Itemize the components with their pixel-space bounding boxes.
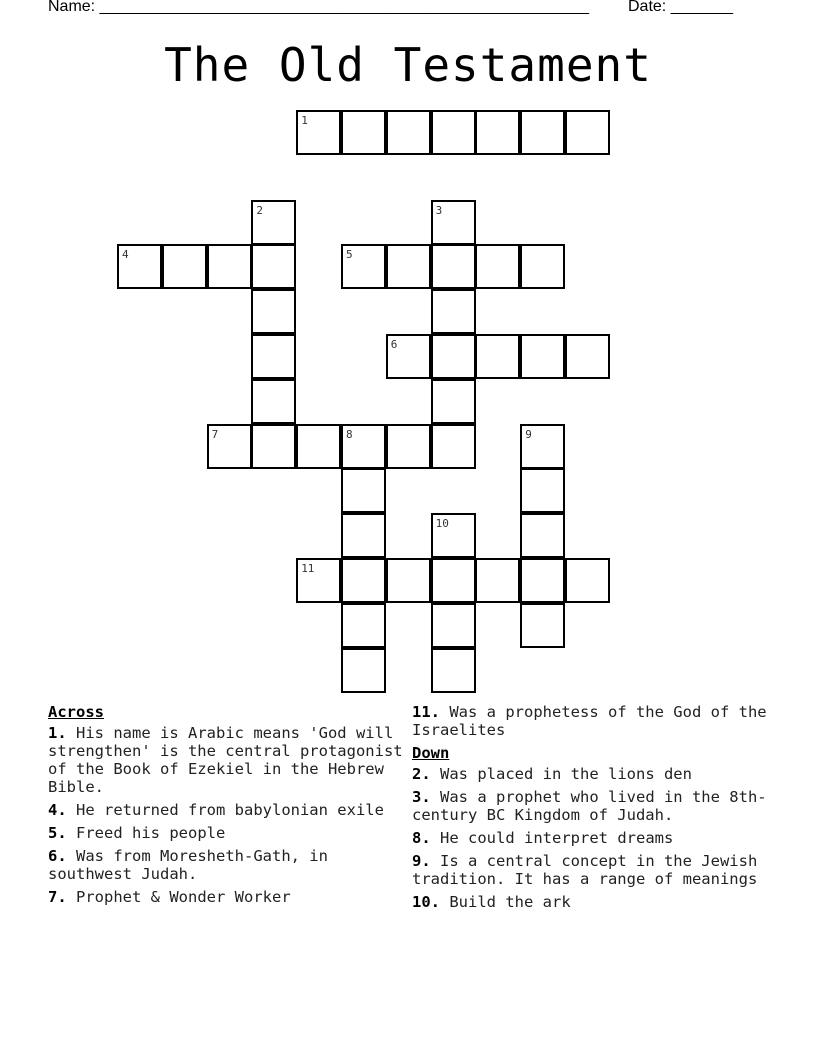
grid-cell [207,244,252,289]
grid-cell [475,334,520,379]
grid-cell [341,424,386,469]
grid-cell [296,558,341,603]
grid-cell [431,558,476,603]
grid-cell [251,379,296,424]
grid-cell [431,110,476,155]
grid-cell [520,424,565,469]
grid-cell [341,558,386,603]
cell-number: 2 [256,203,264,217]
grid-cell [386,558,431,603]
grid-cell [341,648,386,693]
grid-cell [475,110,520,155]
across-clue-5: 5. Freed his people [48,824,226,842]
grid-cell [431,244,476,289]
grid-cell [475,558,520,603]
across-heading: Across [48,703,104,721]
page-title: The Old Testament [164,38,652,92]
cell-number: 1 [301,114,308,127]
clues-left-column [48,703,408,911]
across-clue-1: 1. His name is Arabic means 'God will strengthen' is the central protagonist of the Book of Ezekiel in the Hebrew Bible. [48,724,403,796]
grid-cell [296,424,341,469]
grid-cell [431,648,476,693]
grid-cell [431,200,476,245]
grid-cell [341,513,386,558]
down-clue-2: 2. Was placed in the lions den [412,765,692,783]
grid-cell [431,424,476,469]
grid-cell [520,334,565,379]
grid-cell [386,334,431,379]
grid-cell [341,468,386,513]
grid-cell [520,603,565,648]
grid-cell [475,244,520,289]
grid-cell [431,289,476,334]
grid-cell [251,334,296,379]
grid-cell [565,110,610,155]
grid-cell [251,200,296,245]
name-field-label: Name: _______________________________________________________ [48,0,589,15]
cell-number: 10 [435,517,449,531]
grid-cell [341,110,386,155]
grid-cell [251,289,296,334]
across-clue-11: 11. Was a prophetess of the God of the Israelites [412,703,767,739]
grid-cell [117,244,162,289]
grid-cell [520,244,565,289]
grid-cell [520,558,565,603]
cell-number: 9 [525,427,532,441]
down-clue-9: 9. Is a central concept in the Jewish tradition. It has a range of meanings [412,852,758,888]
grid-cell [296,110,341,155]
down-clue-8: 8. He could interpret dreams [412,829,674,847]
cell-number: 6 [390,338,398,351]
grid-cell [520,468,565,513]
cell-number: 8 [346,427,353,441]
grid-cell [386,424,431,469]
across-clue-6: 6. Was from Moresheth-Gath, in southwest Judah. [48,847,328,883]
date-field-label: Date: _______ [628,0,733,15]
grid-cell [386,244,431,289]
cell-number: 3 [435,203,443,217]
across-clue-4: 4. He returned from babylonian exile [48,801,384,819]
grid-cell [251,244,296,289]
across-clue-7: 7. Prophet & Wonder Worker [48,888,291,906]
grid-cell [341,244,386,289]
grid-cell [431,334,476,379]
grid-cell [207,424,252,469]
grid-cell [565,558,610,603]
cell-number: 5 [346,248,353,262]
grid-cell [386,110,431,155]
down-heading: Down [412,744,450,762]
grid-cell [565,334,610,379]
grid-cell [431,513,476,558]
clues-right-column [412,703,782,916]
grid-cell [431,379,476,424]
grid-cell [431,603,476,648]
grid-cell [520,110,565,155]
cell-number: 7 [211,427,219,441]
down-clue-3: 3. Was a prophet who lived in the 8th-century BC Kingdom of Judah. [412,788,767,824]
grid-cell [251,424,296,469]
grid-cell [341,603,386,648]
grid-cell [162,244,207,289]
down-clue-10: 10. Build the ark [412,893,571,911]
cell-number: 4 [122,248,129,262]
cell-number: 11 [301,562,315,575]
grid-cell [520,513,565,558]
